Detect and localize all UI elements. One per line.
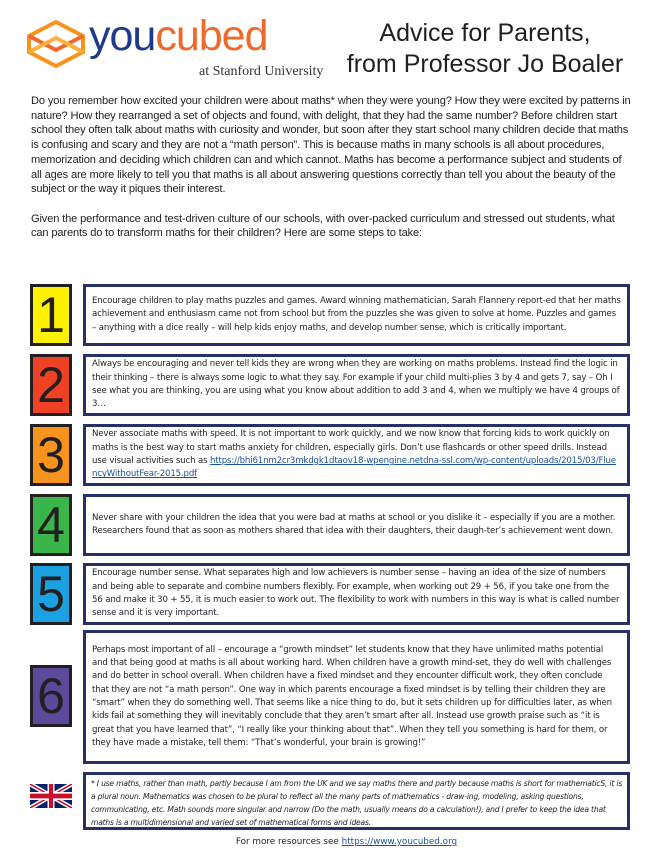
step-number: 3 xyxy=(37,427,65,483)
logo-wordmark xyxy=(89,12,268,61)
step-number: 2 xyxy=(37,357,65,413)
fluency-without-fear-link[interactable]: https://bhi61nm2cr3mkdgk1dtaov18-wpengine.netdna-ssl.com/wp-content/uploads/2015/03/FluencyWithoutFear-2015.pdf xyxy=(92,456,616,480)
intro-paragraph-2: Given the performance and test-driven culture of our schools, with over-packed curriculum and stressed out students, what can parents do to transform maths for their children? Here are some steps to take: xyxy=(31,212,615,240)
step-text: Never associate maths with speed. It is not important to work quickly, and we now know that forcing kids to work quickly on maths is the best way to start maths anxiety for children, especially girls. Don’t use flashcards or other speed drills. Instead use visual activities such as xyxy=(92,429,610,466)
step-number: 4 xyxy=(37,497,65,553)
title-line-1: Advice for Parents, xyxy=(379,19,591,47)
step-text-box xyxy=(83,424,630,486)
step-5 xyxy=(30,563,630,625)
step-text-box xyxy=(83,284,630,346)
title-line-2: from Professor Jo Boaler xyxy=(346,50,624,78)
step-text: Encourage number sense. What separates high and low achievers is number sense – having an idea of the size of numbers and being able to separate and combine numbers flexibly. For example, when working out 29 + 56, if you take one from the 56 and make it 30 + 55, it is much easier to work out. The flexibility to work with numbers in this way is what is called number sense and it is very important. xyxy=(92,568,620,619)
logo-cubed-text: cubed xyxy=(155,12,268,60)
step-3 xyxy=(30,424,630,486)
intro-paragraph-1: Do you remember how excited your children were about maths* when they were young? How they were excited by patterns in nature? How they rearranged a set of objects and found, with delight, that they had the same number? Before children start school they often talk about maths with curiosity and wonder, but soon after they start school many children decide that maths is confusing and scary and they are not a “math person”. This is because maths in many schools is all about procedures, memorization and deciding which children can and which cannot. Maths has become a performance subject and students of all ages are more likely to tell you that maths is all about answering questions correctly than tell you about the beauty of the subject or the way it piques their interest. xyxy=(31,95,631,196)
step-text: Encourage children to play maths puzzles and games. Award winning mathematician, Sarah Flannery report-ed that her maths achievement and enthusiasm came not from school but from the puzzles she was given to solve at home. Puzzles and games – anything with a dice really – will help kids enjoy maths, and develop number sense, which is critically important. xyxy=(92,296,621,333)
step-number: 6 xyxy=(37,668,65,724)
step-number-badge xyxy=(30,665,72,727)
step-number: 1 xyxy=(37,287,65,343)
footnote xyxy=(30,772,630,830)
intro xyxy=(31,94,631,241)
step-6 xyxy=(30,630,630,764)
step-2 xyxy=(30,354,630,416)
step-number-badge xyxy=(30,494,72,556)
uk-flag-icon xyxy=(30,784,72,808)
page-title xyxy=(335,18,635,80)
youcubed-logo[interactable] xyxy=(27,12,324,80)
step-text-box xyxy=(83,494,630,556)
step-number-badge xyxy=(30,284,72,346)
step-number: 5 xyxy=(37,566,65,622)
cube-logo-icon xyxy=(27,20,85,68)
step-number-badge xyxy=(30,354,72,416)
step-number-badge xyxy=(30,424,72,486)
step-text-box xyxy=(83,354,630,416)
logo-subtitle: at Stanford University xyxy=(199,64,324,79)
step-text: Perhaps most important of all – encourage a “growth mindset” let students know that they have unlimited maths potential and that being good at maths is all about working hard. When children have a growth mind-set, they do well with challenges and do better in school overall. When children have a fixed mindset and they encounter difficult work, they often conclude that they are not “a math person”. One way in which parents encourage a fixed mindset is by telling their children they are “smart” when they do something well. That seems like a nice thing to do, but it sets children up for difficulties later, as when kids fail at something they will inevitably conclude that they aren’t smart after all. Instead use growth praise such as “it is great that you have learned that”, “I really like your thinking about that”. When they tell you something is hard for them, or they have made a mistake, tell them: “That’s wonderful, your brain is growing!” xyxy=(92,644,612,748)
step-4 xyxy=(30,494,630,556)
youcubed-link[interactable]: https://www.youcubed.org xyxy=(341,837,458,847)
header xyxy=(0,0,653,90)
step-text: Never share with your children the idea that you were bad at maths at school or you dislike it – especially if you are a mother. Researchers found that as soon as mothers shared that idea with their daughters, their daugh-ter’s achievement went down. xyxy=(92,512,616,536)
resources-label: For more resources see xyxy=(235,837,342,847)
step-number-badge xyxy=(30,563,72,625)
step-1 xyxy=(30,284,630,346)
footnote-box: * I use maths, rather than math, partly because I am from the UK and we say maths there and partly because maths is short for mathematicS, it is a plural noun. Mathematics was chosen to be plural to reflect all the many parts of mathematics - draw-ing, modeling, asking questions, communicating, etc. Math sounds more singular and narrow (Do the math, usually means do a calculation!), and I prefer to keep the idea that maths is a multidimensional and varied set of mathematical forms and ideas. xyxy=(83,772,630,830)
step-text-box xyxy=(83,563,630,625)
resources-line xyxy=(0,837,653,847)
logo-you-text: you xyxy=(89,12,156,60)
step-text-box xyxy=(83,630,630,764)
step-text: Always be encouraging and never tell kids they are wrong when they are working on maths problems. Instead find the logic in their thinking – there is always some logic to what they say. For example if your child multi-plies 3 by 4 and gets 7, say – Oh I see what you are thinking, you are using what you know about addition to add 3 and 4, when we multiply we have 4 groups of 3… xyxy=(92,359,620,410)
